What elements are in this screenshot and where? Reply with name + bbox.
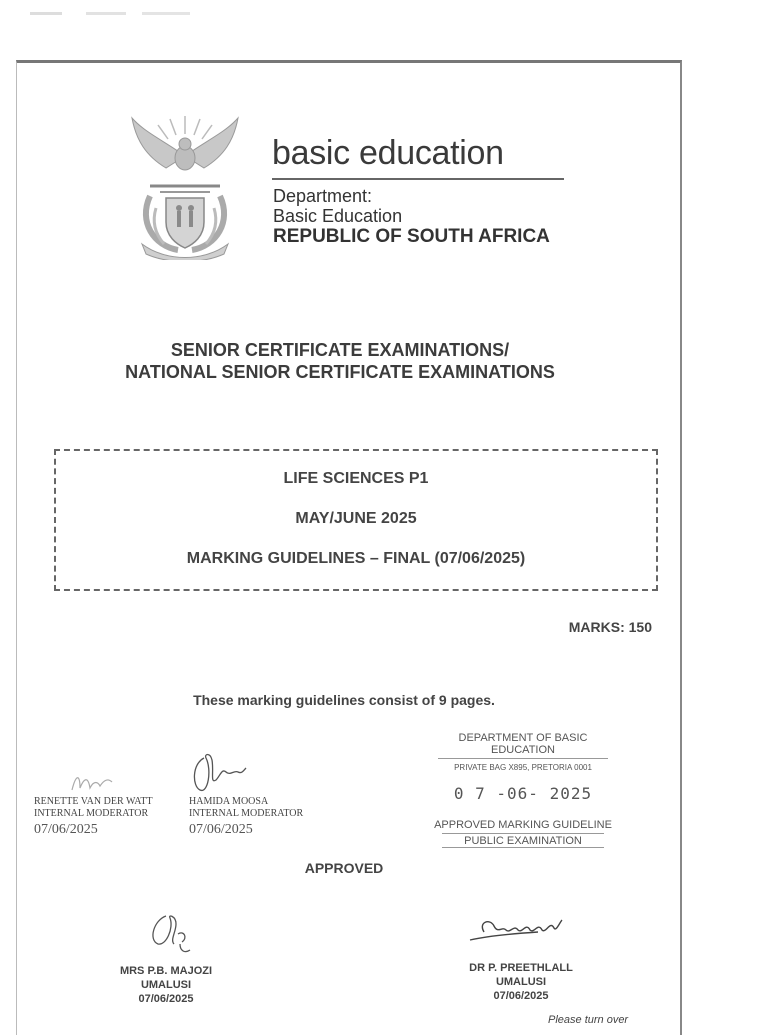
brand-title: basic education <box>272 134 504 172</box>
stamp-org: DEPARTMENT OF BASIC EDUCATION <box>438 730 608 759</box>
moderator-2 <box>189 796 303 836</box>
approval-stamp <box>428 730 618 852</box>
pages-note: These marking guidelines consist of 9 pages. <box>193 692 495 708</box>
moderator-1-name: RENETTE VAN DER WATT <box>34 796 153 807</box>
approver-1-date: 07/06/2025 <box>138 993 194 1005</box>
brand-rule <box>272 178 564 180</box>
country-name: REPUBLIC OF SOUTH AFRICA <box>273 226 550 247</box>
turn-over-note: Please turn over <box>548 1014 629 1026</box>
approved-label: APPROVED <box>304 860 384 876</box>
exam-session: MAY/JUNE 2025 <box>295 510 417 527</box>
signature-approver-1 <box>144 910 200 958</box>
marks-total: MARKS: 150 <box>568 619 652 635</box>
signature-moderator-2 <box>190 750 250 796</box>
exam-title-line1: SENIOR CERTIFICATE EXAMINATIONS/ <box>170 340 510 360</box>
approver-2-name: DR P. PREETHLALL <box>469 962 573 974</box>
stamp-address: PRIVATE BAG X895, PRETORIA 0001 <box>454 763 592 772</box>
department-label: Department: <box>273 186 373 206</box>
scan-smudge <box>30 12 190 15</box>
guideline-title: MARKING GUIDELINES – FINAL (07/06/2025) <box>186 550 526 567</box>
approver-1-name: MRS P.B. MAJOZI <box>119 965 213 977</box>
approver-2-date: 07/06/2025 <box>493 990 549 1002</box>
approver-2-org: UMALUSI <box>495 976 547 988</box>
moderator-1-date: 07/06/2025 <box>34 822 98 837</box>
moderator-2-date: 07/06/2025 <box>189 822 253 837</box>
signature-approver-2 <box>468 912 564 946</box>
coat-of-arms-icon <box>126 112 244 260</box>
moderator-1-role: INTERNAL MODERATOR <box>34 808 149 819</box>
approver-1 <box>100 964 232 1006</box>
exam-title-line2: NATIONAL SENIOR CERTIFICATE EXAMINATIONS <box>125 362 555 382</box>
stamp-date: 0 7 -06- 2025 <box>453 784 593 803</box>
moderator-2-role: INTERNAL MODERATOR <box>189 808 304 819</box>
moderator-1 <box>34 796 153 836</box>
approver-2 <box>450 961 592 1003</box>
signature-moderator-1 <box>66 770 116 796</box>
approver-1-org: UMALUSI <box>140 979 192 991</box>
stamp-status-1: APPROVED MARKING GUIDELINE <box>434 819 612 831</box>
moderator-2-name: HAMIDA MOOSA <box>189 796 269 807</box>
paper-title: LIFE SCIENCES P1 <box>283 470 429 487</box>
stamp-status-2: PUBLIC EXAMINATION <box>442 833 604 848</box>
department-name: Basic Education <box>273 206 403 226</box>
